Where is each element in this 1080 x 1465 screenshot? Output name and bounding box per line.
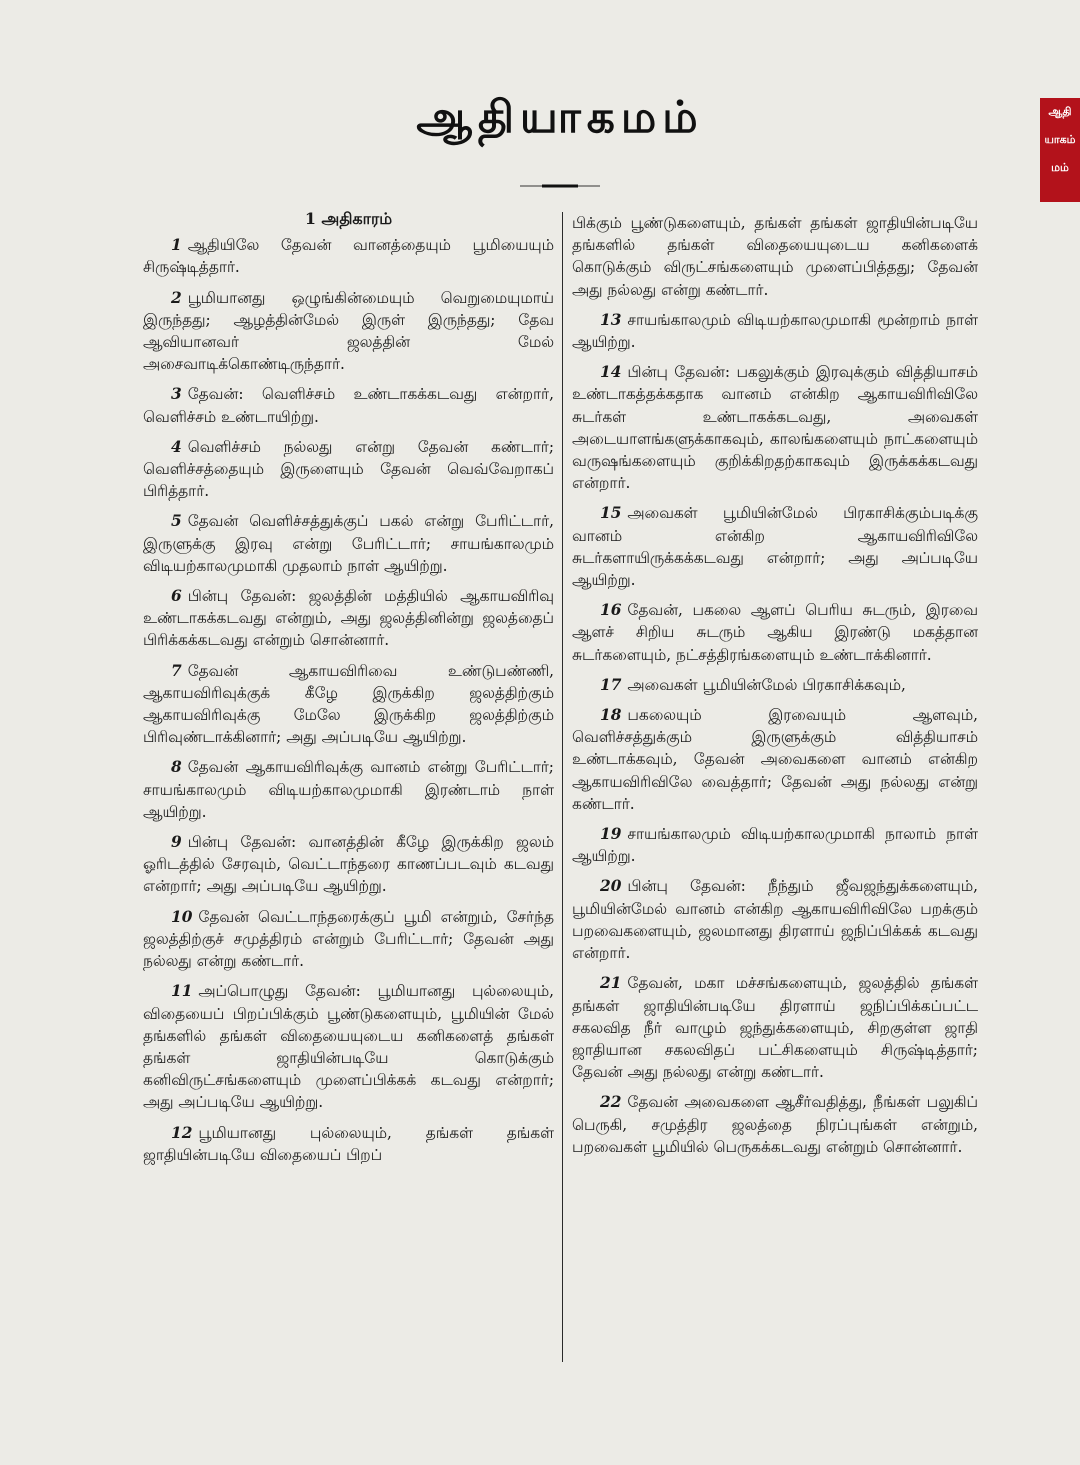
verse-text: தேவன்: வெளிச்சம் உண்டாகக்கடவது என்றார், வெளிச்சம் உண்டாயிற்று. xyxy=(143,385,554,426)
verse xyxy=(572,309,978,353)
right-column xyxy=(572,212,978,1395)
left-verse-list xyxy=(143,234,554,1166)
verse xyxy=(572,972,978,1083)
verse-text: தேவன் வெளிச்சத்துக்குப் பகல் என்று பேரிட்டார், இருளுக்கு இரவு என்று பேரிட்டார்; சாயங்காலமும் விடியற்காலமுமாகி முதலாம் நாள் ஆயிற்று. xyxy=(143,512,554,575)
verse xyxy=(143,436,554,503)
verse-text: அவைகள் பூமியின்மேல் பிரகாசிக்கவும், xyxy=(627,675,906,694)
verse-number: 4 xyxy=(171,437,182,456)
verse xyxy=(572,599,978,666)
verse-number: 2 xyxy=(171,288,182,307)
verse xyxy=(143,287,554,376)
verse-text: பூமியானது ஒழுங்கின்மையும் வெறுமையுமாய் இருந்தது; ஆழத்தின்மேல் இருள் இருந்தது; தேவ ஆவியானவர் ஜலத்தின் மேல் அசைவாடிக்கொண்டிருந்தார். xyxy=(143,288,554,374)
verse xyxy=(143,756,554,823)
thumb-tab-label-2: யாகம் xyxy=(1044,133,1076,146)
verse-text: பகலையும் இரவையும் ஆளவும், வெளிச்சத்துக்கும் இருளுக்கும் வித்தியாசம் உண்டாக்கவும், தேவன் அவைகளை வானம் என்கிற ஆகாயவிரிவிலே வைத்தார்; தேவன் அது நல்லது என்று கண்டார். xyxy=(572,706,978,813)
verse xyxy=(143,585,554,652)
verse-number: 3 xyxy=(171,385,182,404)
thumb-tab-label-3: மம் xyxy=(1051,161,1069,174)
verse-text: பின்பு தேவன்: ஜலத்தின் மத்தியில் ஆகாயவிரிவு உண்டாகக்கடவது என்றும், அது ஜலத்தினின்று ஜலத்தைப் பிரிக்கக்கடவது என்றும் சொன்னார். xyxy=(143,587,554,650)
verse-text: தேவன், மகா மச்சங்களையும், ஜலத்தில் தங்கள் தங்கள் ஜாதியின்படியே திரளாய் ஜநிப்பிக்கப்பட்ட சகலவித நீர் வாழும் ஜந்துக்களையும், சிறகுள்ள ஜாதி ஜாதியான சகலவிதப் பட்சிகளையும் சிருஷ்டித்தார்; தேவன் அது நல்லது என்று கண்டார். xyxy=(572,974,978,1082)
verse-number: 11 xyxy=(171,982,193,1001)
verse-text: தேவன் வெட்டாந்தரைக்குப் பூமி என்றும், சேர்ந்த ஜலத்திற்குச் சமுத்திரம் என்றும் பேரிட்டார்; தேவன் அது நல்லது என்று கண்டார். xyxy=(143,907,554,971)
verse-text: அப்பொழுது தேவன்: பூமியானது புல்லையும், விதையைப் பிறப்பிக்கும் பூண்டுகளையும், பூமியின் மேல் தங்களில் தங்கள் விதையையுடைய கனிகளைத் தங்கள் தங்கள் ஜாதியின்படியே கொடுக்கும் கனிவிருட்சங்களையும் முளைப்பிக்கக் கடவது என்றார்; அது அப்படியே ஆயிற்று. xyxy=(143,982,554,1112)
verse-number: 6 xyxy=(171,587,182,606)
thumb-index-tab[interactable] xyxy=(1040,98,1080,202)
verse xyxy=(143,980,554,1113)
verse-text: பின்பு தேவன்: பகலுக்கும் இரவுக்கும் வித்தியாசம் உண்டாகத்தக்கதாக வானம் என்கிற ஆகாயவிரிவிலே சுடர்கள் உண்டாகக்கடவது, அவைகள் அடையாளங்களுக்காகவும், காலங்களையும் நாட்களையும் வருஷங்களையும் குறிக்கிறதற்காகவும் இருக்கக்கடவது என்றார். xyxy=(572,363,978,493)
right-verse-list xyxy=(572,309,978,1158)
verse xyxy=(143,510,554,577)
verse-number: 10 xyxy=(171,907,193,926)
verse-number: 16 xyxy=(600,601,622,620)
verse-text: தேவன் அவைகளை ஆசீர்வதித்து, நீங்கள் பலுகிப் பெருகி, சமுத்திர ஜலத்தை நிரப்புங்கள் என்றும், பறவைகள் பூமியில் பெருகக்கடவது என்றும் சொன்னார். xyxy=(572,1093,978,1156)
verse-number: 22 xyxy=(600,1093,622,1112)
verse-number: 21 xyxy=(600,974,622,993)
verse-number: 8 xyxy=(171,758,182,777)
thumb-tab-label-1: ஆதி xyxy=(1048,105,1072,118)
book-title: ஆதியாகமம் xyxy=(416,92,704,143)
verse xyxy=(143,1122,554,1166)
verse-number: 13 xyxy=(600,310,622,329)
verse-number: 15 xyxy=(600,504,622,523)
verse-text: பின்பு தேவன்: நீந்தும் ஜீவஜந்துக்களையும், பூமியின்மேல் வானம் என்கிற ஆகாயவிரிவிலே பறக்கும் பறவைகளையும், ஜலமானது திரளாய் ஜநிப்பிக்கக் கடவது என்றார். xyxy=(572,877,978,963)
verse-text: சாயங்காலமும் விடியற்காலமுமாகி நாலாம் நாள் ஆயிற்று. xyxy=(572,825,978,866)
verse-text: பின்பு தேவன்: வானத்தின் கீழே இருக்கிற ஜலம் ஓரிடத்தில் சேரவும், வெட்டாந்தரை காணப்படவும் கடவது என்றார்; அது அப்படியே ஆயிற்று. xyxy=(143,833,554,896)
chapter-heading: 1 அதிகாரம் xyxy=(304,209,393,228)
verse-text: தேவன், பகலை ஆளப் பெரிய சுடரும், இரவை ஆளச் சிறிய சுடரும் ஆகிய இரண்டு மகத்தான சுடர்களையும், நட்சத்திரங்களையும் உண்டாக்கினார். xyxy=(572,601,978,664)
verse-continuation: பிக்கும் பூண்டுகளையும், தங்கள் தங்கள் ஜாதியின்படியே தங்களில் தங்கள் விதையையுடைய கனிகளைக் கொடுக்கும் விருட்சங்களையும் முளைப்பித்தது; தேவன் அது நல்லது என்று கண்டார். xyxy=(572,214,978,299)
verse xyxy=(572,1091,978,1158)
verse-number: 19 xyxy=(600,825,622,844)
verse-number: 12 xyxy=(171,1123,193,1142)
verse-number: 17 xyxy=(600,675,622,694)
verse-text: வெளிச்சம் நல்லது என்று தேவன் கண்டார்; வெளிச்சத்தையும் இருளையும் தேவன் வெவ்வேறாகப் பிரித்தார். xyxy=(143,437,554,501)
verse xyxy=(572,704,978,815)
verse xyxy=(143,831,554,898)
verse xyxy=(572,875,978,964)
verse-number: 5 xyxy=(171,512,182,531)
verse-text: ஆதியிலே தேவன் வானத்தையும் பூமியையும் சிருஷ்டித்தார். xyxy=(143,236,554,277)
verse xyxy=(572,823,978,867)
verse xyxy=(143,660,554,749)
verse-text: தேவன் ஆகாயவிரிவுக்கு வானம் என்று பேரிட்டார்; சாயங்காலமும் விடியற்காலமுமாகி இரண்டாம் நாள் ஆயிற்று. xyxy=(143,758,554,821)
verse-text: அவைகள் பூமியின்மேல் பிரகாசிக்கும்படிக்கு வானம் என்கிற ஆகாயவிரிவிலே சுடர்களாயிருக்கக்கடவது என்றார்; அது அப்படியே ஆயிற்று. xyxy=(572,504,978,590)
verse-number: 14 xyxy=(600,363,622,382)
verse xyxy=(572,674,978,696)
ornament-divider xyxy=(520,184,600,188)
verse-number: 9 xyxy=(171,833,182,852)
left-column xyxy=(143,208,554,1395)
verse-text: தேவன் ஆகாயவிரிவை உண்டுபண்ணி, ஆகாயவிரிவுக்குக் கீழே இருக்கிற ஜலத்திற்கும் ஆகாயவிரிவுக்கு மேலே இருக்கிற ஜலத்திற்கும் பிரிவுண்டாக்கினார்; அது அப்படியே ஆயிற்று. xyxy=(143,661,554,747)
verse xyxy=(572,361,978,494)
verse-text: பூமியானது புல்லையும், தங்கள் தங்கள் ஜாதியின்படியே விதையைப் பிறப் xyxy=(143,1123,554,1164)
verse xyxy=(143,906,554,973)
verse xyxy=(572,502,978,591)
verse xyxy=(143,383,554,427)
verse-number: 1 xyxy=(171,236,182,255)
verse-number: 18 xyxy=(600,706,622,725)
column-divider xyxy=(562,212,563,1362)
verse xyxy=(143,234,554,278)
verse-number: 7 xyxy=(171,661,182,680)
verse-text: சாயங்காலமும் விடியற்காலமுமாகி மூன்றாம் நாள் ஆயிற்று. xyxy=(572,310,978,352)
verse-number: 20 xyxy=(600,877,622,896)
